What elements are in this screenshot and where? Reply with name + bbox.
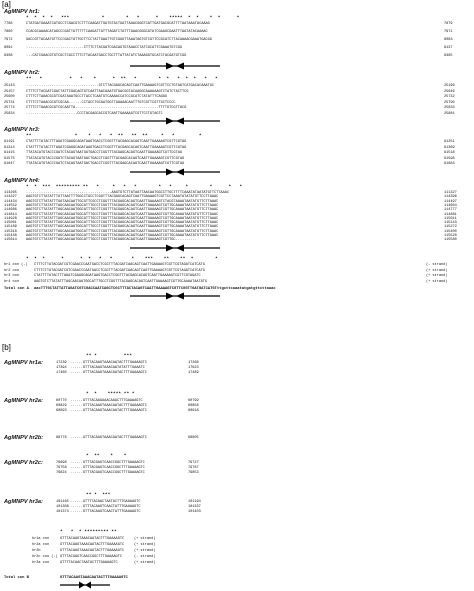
row-start-position: 114265 — [4, 191, 17, 195]
hr2-conservation-stars: ** * * * * * ** * * * * * * * * — [26, 77, 218, 82]
row-start-position: 25731 — [4, 100, 15, 105]
row-end-position: 115272 — [444, 225, 457, 230]
row-sequence: CTATTTTATACTTTAGATCGAGGCAGATAAGTGACCTCGGTTTACGAGCACAGTCAATTGAAAAGTCGTTCGTAG — [26, 145, 187, 150]
row-end-position: 111327 — [444, 191, 457, 195]
row-sequence: ......GTTTACAAGTAAACAATACTTTGAAAAGTC — [70, 371, 147, 375]
panel-b-group-title: AgMNPV hr3a: — [4, 499, 43, 505]
row-sequence: ..................................GTCTTACGAGCACAGTCAATTGAAAAGTCGTTCCTGTAGTCATGACACAAATGC — [26, 84, 215, 88]
row-end-position: 7971 — [444, 30, 453, 34]
row-start-position: 91191 — [4, 140, 15, 144]
row-end-position: 7879 — [444, 22, 453, 26]
hr4-title: AgMNPV hr4: — [4, 178, 40, 184]
row-sequence: CTATGATGAAATCATGCCTCGACGTCTTTCAAGATTGATGTACTGATTAAACGGGTCATTGATGACGCATTTTAATAAATACAAAG — [26, 22, 210, 26]
row-sequence: CTTTCTTAAACGCGTCGATAAATGCCTTACCTCAATGTCAAAACCATCCGCATCTATATTTCAGGG — [26, 95, 168, 99]
row-end-position: 79787 — [188, 466, 199, 470]
hr4-palindrome-arrow — [130, 244, 220, 252]
row-end-position: 115580 — [444, 238, 457, 243]
row-start-position: 115061 — [4, 221, 17, 226]
row-start-position: 91415 — [4, 151, 15, 156]
row-end-position: 60799 — [188, 399, 199, 403]
row-sequence: CCACGCAAAACATAGCCCGATTATTTTTCAAGATTATTTAGATCTATTTAAACGGGCATATCGAAGCGAATTTAATATACAAAAC — [26, 30, 208, 34]
row-end-position: 68805 — [188, 436, 199, 440]
consensus-b-palindrome-arrow — [60, 581, 110, 589]
consensus-row-strand: (+ strand) — [134, 549, 156, 553]
consensus-row-strand: (+ strand) — [426, 279, 448, 284]
row-end-position: 114497 — [444, 199, 457, 204]
row-start-position: 114552 — [4, 203, 17, 208]
row-sequence: AAGTGTCTTATATTTAGCAACAATGGCATTTGCCTCGGTTTACGAGCACAGTCAATTGAAAAGTCGTTGCAAAATAATATGTTCTTAAAC — [26, 212, 219, 217]
row-sequence: ...........................CTTTCTTACGATCGACAGTGTAAACCTATCGCATTCGAAATGTCGG — [26, 46, 182, 50]
row-sequence: AAGTGTCTTATATTTGATAACAATTGCGTTCGCCTCGGTTTACGAGCACAGTCAATTGAAAAGTCTACGTAAAATAATATGTTCTTAAAC — [26, 199, 219, 204]
row-end-position: 25881 — [444, 111, 455, 116]
consensus-row-name: hr1 con (-) — [4, 263, 28, 267]
row-start-position: 91314 — [4, 145, 15, 150]
hr1-conservation-stars: * * * * *** * * * * ***** * * * * * — [26, 16, 240, 21]
row-start-position: 114327 — [4, 195, 17, 200]
row-start-position: 79758 — [56, 466, 67, 470]
consensus-row-sequence: GTTTACGAGTCAACCGGCTTTGAAAAGTC — [60, 555, 122, 559]
panel-b-group-stars: * ** * * — [86, 454, 127, 459]
consensus-row-name: hr4 con — [4, 279, 19, 284]
panel-b-group-title: AgMNPV hr2b: — [4, 435, 44, 441]
row-sequence: ......GTTTACAAGAAACAAACTTTGAAAAGTC — [70, 399, 143, 403]
row-end-position: 25649 — [444, 89, 455, 94]
row-sequence: AAGTGTCTTATATTTAGCAACAATGGCATTTGCCTCGGTTTACGAGCACAGTCAATTGAAAAGTCGTTGCAAAATAATATGTTCTTAAAC — [26, 203, 219, 208]
row-sequence: AAGTGTCTTATATTTAGCAACAATGGCATTTGCCTCGGTTTACGAGCACAGTCAATTGAAAAGTCGTTGCAAAATAATATGTTCTTAAAC — [26, 216, 219, 221]
consensus-row-sequence: CTATTTTATACTTTAGATCGAGGCAGATAAGTGACCTCGGTTTACGAGCACAGTCAATTGAAAAGTCGTTCGTAGATC — [34, 274, 201, 278]
row-end-position: 79853 — [188, 471, 199, 475]
total-con-b-name: Total con B — [4, 576, 29, 580]
consensus-row-name: hr2a con — [32, 543, 50, 547]
panel-a-label: [a] — [2, 0, 11, 9]
row-end-position: 91683 — [444, 162, 455, 167]
panel-b-group-stars: * * ***** ** * — [86, 392, 135, 397]
consensus-row-name: hr3a con — [32, 561, 50, 565]
row-start-position: 8308 — [4, 54, 13, 58]
row-sequence: AAGTGTCTTATATTTAGCAACAATGGCATTTGCCTCGGTTTACGAGCACAGTCAATTGAAAAGTCGTTGCAAAATAATATGTTCTTAAAC — [26, 225, 219, 230]
panel-b-group-title: AgMNPV hr2c: — [4, 460, 43, 466]
row-start-position: 114814 — [4, 212, 17, 217]
row-end-position: 8365 — [444, 54, 453, 58]
hr1-palindrome-arrow — [130, 62, 220, 70]
consensus-row-name: hr1a con — [32, 537, 50, 541]
panel-b-group-stars: ** * *** — [86, 354, 132, 359]
row-sequence: ......GTTTACAAGTAAACAATACTTTGAAAAGTC — [70, 409, 147, 413]
consensus-row-strand: (+ strand) — [134, 537, 156, 541]
row-sequence: ........................................AAGTGTCTTATAATTAACAATGGCCTTGCTTTTCAAATATAATATGTTCTTAAAC — [26, 191, 229, 195]
row-sequence: AAGTGTCTTATATTTAGCAACAATGGCATTTGCCTCGGTTTACGAGCACAGTCAATTGAAAAGTCGTTGCAAAATAATATGTTCTTAAAC — [26, 229, 219, 234]
row-sequence: AAGTGTCTTATATTTAGCAACAATGGCATTTGCCTCGGTTTACGAGCACAGTCAATTGAAAAGTCGTTGC.......... — [26, 238, 197, 243]
row-end-position: 25196 — [444, 84, 455, 88]
row-start-position: 79824 — [56, 471, 67, 475]
row-sequence: ......GTTTACGAGTCAACCGGCTTTGAAAAGTC — [70, 466, 145, 470]
row-start-position: 25157 — [4, 89, 15, 94]
row-start-position: 79698 — [56, 461, 67, 465]
row-start-position: 8091 — [4, 46, 13, 50]
panel-b-group-title: AgMNPV hr2a: — [4, 398, 43, 404]
row-start-position: 115189 — [4, 225, 17, 230]
row-sequence: ......GTTTACAAGTCAACTATTTGAAAAGTC — [70, 505, 141, 509]
row-start-position: 91647 — [4, 162, 15, 167]
row-sequence: AAGTGTCTTATATTTAGCAACAATGGCATTTGCCTCGGTTTACGAGCACAGTCAATTGAAAAGTCGTTGCAAAATAATATGTTCTTAAAC — [26, 234, 219, 238]
row-end-position: 101194 — [188, 500, 201, 504]
row-sequence: TTATACATGTACCCGATCTACAGTAATGACTGACCTCGGTTTACGAGCACAGTCAATTGAAAAGTCGTTCGTAG — [26, 156, 185, 161]
row-sequence: TTATACATGTACCCGATCTACAGTAATGACTGACCTCGGTTTACGAGCACAGTCAATTGAAAAGTCGTTCGTAG — [26, 162, 185, 167]
consensus-row-name: hr2b — [32, 549, 41, 553]
consensus-row-name: hr3 con — [4, 274, 19, 278]
row-sequence: ......GTTTACAAGTAAACAATACTTTGAAAAGTC — [70, 361, 147, 365]
row-sequence: CTATTTTATACTTTAGATCGAGGCAGATAAGTGACCTCGGTTTACGAGCACAGTCAATTGAAAAGTCGTTCGTAG — [26, 140, 187, 144]
row-start-position: 17239 — [56, 361, 67, 365]
row-end-position: 91369 — [444, 145, 455, 150]
consensus-row-sequence: CTTTCTTATACGATCGTCGAACCCAATGACCTCGCTTTACGATCAACAGTCAATTGAAAAGTCGTTCGTAGATCATCATG — [34, 263, 205, 267]
consensus-row-sequence: AAGTGTCTTATATTTAGCAACAATGGCATTTGCCTCGGTTTACGAGCACAGTCAATTGAAAAGTCGTTGCAAAATAATATG — [34, 279, 208, 284]
row-start-position: 114928 — [4, 216, 17, 221]
row-start-position: 60829 — [56, 404, 67, 408]
row-start-position: 115614 — [4, 238, 17, 243]
row-end-position: 25833 — [444, 106, 455, 110]
hr4-conservation-stars: * * *** ********* ** * * * * * * * * * * — [26, 185, 243, 190]
hr3-title: AgMNPV hr3: — [4, 127, 40, 133]
consensus-row-strand: (+ strand) — [134, 561, 156, 565]
row-end-position: 25790 — [444, 100, 455, 105]
row-sequence: ......GTTTTACAACTAATACTTTGAAAAGTC — [70, 500, 141, 504]
row-end-position: 91598 — [444, 156, 455, 161]
row-start-position: 60893 — [56, 409, 67, 413]
row-start-position: 101165 — [56, 500, 69, 504]
row-start-position: 115318 — [4, 229, 17, 234]
row-end-position: 79727 — [188, 461, 199, 465]
consensus-row-name: hr2c con (-) — [32, 555, 58, 559]
consensus-row-strand: (- strand) — [426, 263, 448, 267]
total-con-a-seq: aacTTTGCTATTATTAGATCGTCGACCAATCAGCTCGCTTTACTACAGTCAATTGAAAAGTCGTTCGGTTGATGATCATGTttgcttcaaatatgatgttcttaaac — [34, 287, 276, 291]
row-start-position: 101308 — [56, 505, 69, 509]
consensus-row-sequence: GTTTACAAGTAAACAATACTTTGAAAAGTC — [60, 543, 125, 547]
total-con-b-seq: GTTTACAAGTAAACAATACTTTGAAAAGTC — [60, 576, 128, 580]
consensus-row-sequence: GTTTACAAGTAAACAATACTTTGAAAAGTC — [60, 549, 125, 553]
consensus-row-sequence: GTTTACAAGTAAACAATACTTTGAAAAGTC — [60, 537, 125, 541]
row-sequence: CTTTCTTAAACGCGTCGCAATTA.......................................TTTTGTCGTTACG — [26, 106, 187, 110]
row-sequence: ......GTTTACAAGTAAACAATACTTTGAAAAGTC — [70, 404, 147, 408]
row-start-position: 25143 — [4, 84, 15, 88]
hr1-title: AgMNPV hr1: — [4, 9, 40, 15]
consensus-row-sequence: GTTTTACAACTAATACTTTGAAAAGTC — [60, 561, 118, 565]
row-start-position: 7972 — [4, 38, 13, 42]
row-end-position: 8063 — [444, 38, 453, 42]
row-sequence: ........................CCCTACGAGCACCGTCAATTGAAAAGTCGTTCCTGTAGTC — [26, 111, 163, 116]
row-end-position: 91518 — [444, 151, 455, 156]
row-sequence: ......GTTTACAAGTAAACAATACTTTGAAAAGTC — [70, 436, 147, 440]
row-start-position: 17394 — [56, 366, 67, 370]
row-sequence: ...CATCGAACGTGTCGCTCGCCTTTCTTACAATGACCTGCTTTATTATATCTAAAGGTGCATCTACGATGTCGG — [26, 54, 187, 58]
consensus-b-stars: * * * ********* ** — [60, 530, 117, 535]
row-end-position: 60918 — [188, 409, 199, 413]
row-start-position: 68776 — [56, 436, 67, 440]
row-start-position: 25774 — [4, 106, 15, 110]
row-end-position: 114881 — [444, 212, 457, 217]
row-start-position: 25834 — [4, 111, 15, 116]
row-start-position: 114434 — [4, 199, 17, 204]
consensus-a-stars: * * * * * * * * * *** ** ** * * — [26, 257, 218, 262]
row-start-position: 7788 — [4, 22, 13, 26]
row-end-position: 91251 — [444, 140, 455, 144]
hr3-conservation-stars: ** * * * * ** ** ** * * * — [26, 134, 202, 139]
row-end-position: 114604 — [444, 203, 457, 208]
total-con-a-name: Total con A — [4, 287, 29, 291]
row-end-position: 115400 — [444, 229, 457, 234]
hr2-title: AgMNPV hr2: — [4, 70, 40, 76]
consensus-row-strand: (+ strand) — [426, 274, 448, 278]
row-end-position: 17268 — [188, 361, 199, 365]
row-start-position: 101374 — [56, 510, 69, 514]
consensus-row-strand: (- strand) — [134, 555, 156, 559]
consensus-row-sequence: CTTTCTTATACGATCGTCGAACCCAATGACCTCGCTTTACGATCAACAGTCAATTGAAAAGTCGTTCGTAGATCATCATG — [34, 268, 205, 273]
row-end-position: 25732 — [444, 95, 455, 99]
row-end-position: 114777 — [444, 208, 457, 213]
row-sequence: GACCGTTACAATGTTCCCGACTATTGCTTCCTATTGAATTGTCGGGTTAAATAGTGTCGTTCCGCATCTTACAAAACGAAATGACGG — [26, 38, 212, 42]
row-sequence: AAGTGTCTTATATTTAGCAACAATGGCATTTGCCTCGGTTTACGAGCACAGTCAATTGAAAAGTCGTTGCAAAATAATATGTTCTTAAAC — [26, 221, 219, 226]
row-start-position: 114686 — [4, 208, 17, 213]
row-end-position: 115143 — [444, 221, 457, 226]
hr2-palindrome-arrow — [130, 117, 220, 125]
row-sequence: ......GTTTACAAGTCAACTATTTGAAAAGTC — [70, 510, 141, 514]
row-end-position: 115528 — [444, 234, 457, 238]
consensus-a-palindrome-arrow — [130, 292, 220, 300]
panel-b-group-stars: ** * *** — [86, 493, 111, 498]
row-sequence: AAGTGTCTTATATTTATTAATTTTGGCCTGCCTCGGTTTACGAGCACAGTCAATTGAAAAGTCGTTCCTAAATATATATGTTCCTTAAAC — [26, 195, 219, 200]
row-start-position: 91575 — [4, 156, 15, 161]
row-end-position: 8137 — [444, 46, 453, 50]
panel-b-group-title: AgMNPV hr1a: — [4, 360, 43, 366]
row-end-position: 60858 — [188, 404, 199, 408]
row-sequence: ......GTTTACGAGTCAACCGGCTTTGAAAAGTC — [70, 471, 145, 475]
row-end-position: 17489 — [188, 371, 199, 375]
consensus-row-strand: (+ strand) — [426, 268, 448, 273]
panel-b-label: [b] — [2, 343, 11, 352]
row-end-position: 17623 — [188, 366, 199, 370]
row-sequence: AAGTGTCTTATATTTAGCAACAATGGCATTTGCCTCGGTTTACGAGCACAGTCAATTGAAAAGTCGTTGCAAAATAATATGTTCTTAAAC — [26, 208, 219, 213]
row-sequence: CTTTCTTACGATCGACTATTCGACAGTGTCAATTAACAAATGTGACGGTACAAGGCAAAAAAGTCTATCTACTTCG — [26, 89, 189, 94]
row-end-position: 115011 — [444, 216, 457, 221]
row-start-position: 60770 — [56, 399, 67, 403]
row-start-position: 25600 — [4, 95, 15, 99]
row-end-position: 101337 — [188, 505, 201, 509]
row-start-position: 7880 — [4, 30, 13, 34]
row-start-position: 17460 — [56, 371, 67, 375]
consensus-row-strand: (+ strand) — [134, 543, 156, 547]
consensus-row-name: hr2 con — [4, 268, 19, 273]
hr3-palindrome-arrow — [130, 168, 220, 176]
row-sequence: TTATACATGTACCCGATCTACAGTAATGGTGACCTCGGTTTACGAGCACAGTCAATTGAAAAGTCGTTCGTAG — [26, 151, 182, 156]
row-end-position: 101403 — [188, 510, 201, 514]
row-sequence: ......GTTTACGAGTCAACCGGCTTTGAAAAGTC — [70, 461, 145, 465]
row-sequence: CTTTCTTAAACGCGTCGCAA......CCTACCTGCAATGGTTGAAAACAATTTGTCGTTCGTTGCTCCCC — [26, 100, 176, 105]
row-sequence: ......GTTTACAAGTAAACAATATATTTGAAATC — [70, 366, 145, 370]
row-end-position: 114396 — [444, 195, 457, 200]
row-start-position: 115448 — [4, 234, 17, 238]
